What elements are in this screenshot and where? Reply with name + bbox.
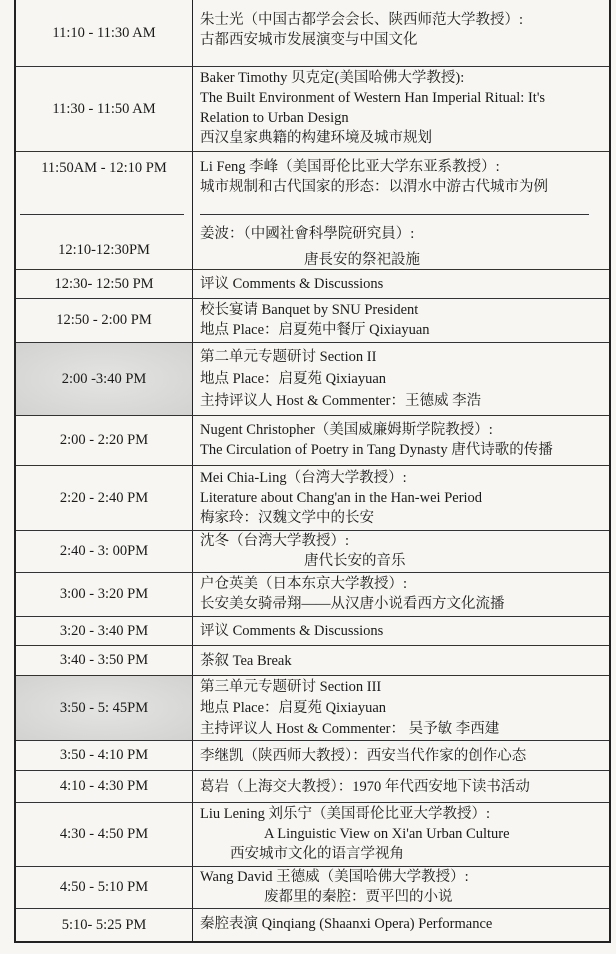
description-cell xyxy=(200,346,605,412)
schedule-row xyxy=(16,531,609,573)
schedule-row xyxy=(16,803,609,867)
schedule-row xyxy=(16,466,609,531)
description-line: The Circulation of Poetry in Tang Dynasty 唐代诗歌的传播 xyxy=(200,442,553,458)
description-line: 户仓英美（日本东京大学教授）: xyxy=(200,576,408,592)
time-cell: 4:30 - 4:50 PM xyxy=(59,826,149,842)
time-cell: 12:50 - 2:00 PM xyxy=(56,312,152,328)
schedule-row xyxy=(16,741,609,771)
description-cell xyxy=(200,468,605,528)
time-cell: 3:50 - 5: 45PM xyxy=(16,676,192,740)
schedule-row xyxy=(16,270,609,299)
description-line: 沈冬（台湾大学教授）: xyxy=(200,533,350,549)
description-line: 朱士光（中国古都学会会长、陕西师范大学教授）: xyxy=(200,12,524,28)
description-cell xyxy=(200,300,605,340)
description-line: 李继凯（陕西师大教授）：西安当代作家的创作心态 xyxy=(200,748,527,764)
description-cell xyxy=(200,224,605,270)
schedule-row xyxy=(16,152,609,270)
schedule-row xyxy=(16,343,609,416)
description-line: 第三单元专题研讨 Section III xyxy=(200,679,382,695)
description-line: 古都西安城市发展演变与中国文化 xyxy=(200,32,418,48)
description-line: 废都里的秦腔：贾平凹的小说 xyxy=(264,889,453,905)
description-line: Wang David 王德威（美国哈佛大学教授）: xyxy=(200,869,469,885)
time-cell: 2:00 -3:40 PM xyxy=(16,343,192,415)
description-cell xyxy=(200,574,605,614)
description-line: Li Feng 李峰（美国哥伦比亚大学东亚系教授）: xyxy=(200,159,500,175)
description-line: 地点 Place：启夏苑 Qixiayuan xyxy=(200,700,387,716)
schedule-table xyxy=(14,0,611,943)
time-cell: 2:00 - 2:20 PM xyxy=(59,432,149,448)
description-cell xyxy=(200,10,605,50)
description-line: Baker Timothy 贝克定(美国哈佛大学教授): xyxy=(200,70,465,86)
schedule-row xyxy=(16,0,609,67)
description-line: 主持评议人 Host & Commenter： 吴予敏 李西建 xyxy=(200,721,500,737)
time-cell: 3:00 - 3:20 PM xyxy=(59,586,149,602)
description-cell xyxy=(200,157,605,197)
schedule-row xyxy=(16,676,609,741)
description-cell xyxy=(200,274,605,294)
schedule-row xyxy=(16,867,609,909)
time-cell: 12:30- 12:50 PM xyxy=(54,275,154,292)
schedule-row xyxy=(16,909,609,941)
description-line: 葛岩（上海交大教授）：1970 年代西安地下读书活动 xyxy=(200,779,530,795)
schedule-row xyxy=(16,299,609,343)
description-cell xyxy=(200,867,605,907)
description-line: 评议 Comments & Discussions xyxy=(200,623,384,639)
description-line: 茶叙 Tea Break xyxy=(200,653,292,669)
description-line: Nugent Christopher（美国威廉姆斯学院教授）: xyxy=(200,422,493,438)
description-line: 校长宴请 Banquet by SNU President xyxy=(200,302,419,318)
description-line: 地点 Place：启夏苑 Qixiayuan xyxy=(200,371,387,387)
description-cell xyxy=(200,68,605,148)
description-line: 西汉皇家典籍的构建环境及城市规划 xyxy=(200,130,432,146)
schedule-row xyxy=(16,573,609,617)
description-line: 主持评议人 Host & Commenter：王德威 李浩 xyxy=(200,393,482,409)
time-cell: 2:40 - 3: 00PM xyxy=(59,543,149,559)
time-cell: 2:20 - 2:40 PM xyxy=(59,489,149,506)
description-cell xyxy=(200,746,605,766)
description-line: 地点 Place：启夏苑中餐厅 Qixiayuan xyxy=(200,322,430,338)
time-cell: 11:50AM - 12:10 PM xyxy=(41,160,167,176)
time-cell: 5:10- 5:25 PM xyxy=(61,916,147,933)
description-line: 城市规制和古代国家的形态：以渭水中游古代城市为例 xyxy=(200,179,548,195)
description-line: 唐長安的祭祀設施 xyxy=(304,252,420,268)
time-cell: 4:10 - 4:30 PM xyxy=(59,778,149,794)
description-line: Relation to Urban Design xyxy=(200,110,349,126)
description-line: 西安城市文化的语言学视角 xyxy=(230,846,404,862)
time-cell: 4:50 - 5:10 PM xyxy=(59,879,149,895)
description-cell xyxy=(200,531,605,571)
description-split-rule xyxy=(200,214,589,215)
time-cell: 3:40 - 3:50 PM xyxy=(59,652,149,668)
description-cell xyxy=(200,621,605,641)
time-cell: 12:10-12:30PM xyxy=(58,242,150,258)
description-line: Literature about Chang'an in the Han-wei Period xyxy=(200,490,483,506)
time-cell: 3:50 - 4:10 PM xyxy=(59,747,149,763)
description-line: 梅家玲：汉魏文学中的长安 xyxy=(200,510,374,526)
schedule-row xyxy=(16,617,609,646)
description-line: Liu Lening 刘乐宁（美国哥伦比亚大学教授）: xyxy=(200,806,490,822)
description-line: 长安美女骑帚翔——从汉唐小说看西方文化流播 xyxy=(200,596,505,612)
schedule-row xyxy=(16,67,609,152)
schedule-row xyxy=(16,646,609,676)
description-line: The Built Environment of Western Han Imperial Ritual: It's xyxy=(200,90,546,106)
description-line: 唐代长安的音乐 xyxy=(304,553,406,569)
description-cell xyxy=(200,914,605,934)
description-line: 评议 Comments & Discussions xyxy=(200,276,384,292)
description-line: 第二单元专题研讨 Section II xyxy=(200,349,377,365)
schedule-row xyxy=(16,416,609,466)
description-cell xyxy=(200,651,605,671)
schedule-row xyxy=(16,771,609,803)
time-cell: 3:20 - 3:40 PM xyxy=(59,622,149,639)
description-cell xyxy=(200,420,605,460)
description-line: Mei Chia-Ling（台湾大学教授）: xyxy=(200,470,407,486)
description-line: A Linguistic View on Xi'an Urban Culture xyxy=(264,826,510,842)
time-split-rule xyxy=(20,214,184,215)
description-cell xyxy=(200,777,605,797)
description-line: 姜波：（中國社會科學院研究員）: xyxy=(200,226,415,242)
description-line: 秦腔表演 Qinqiang (Shaanxi Opera) Performance xyxy=(200,916,493,932)
description-cell xyxy=(200,804,605,864)
description-cell xyxy=(200,677,605,740)
time-cell: 11:10 - 11:30 AM xyxy=(52,24,156,41)
time-cell: 11:30 - 11:50 AM xyxy=(52,100,156,117)
